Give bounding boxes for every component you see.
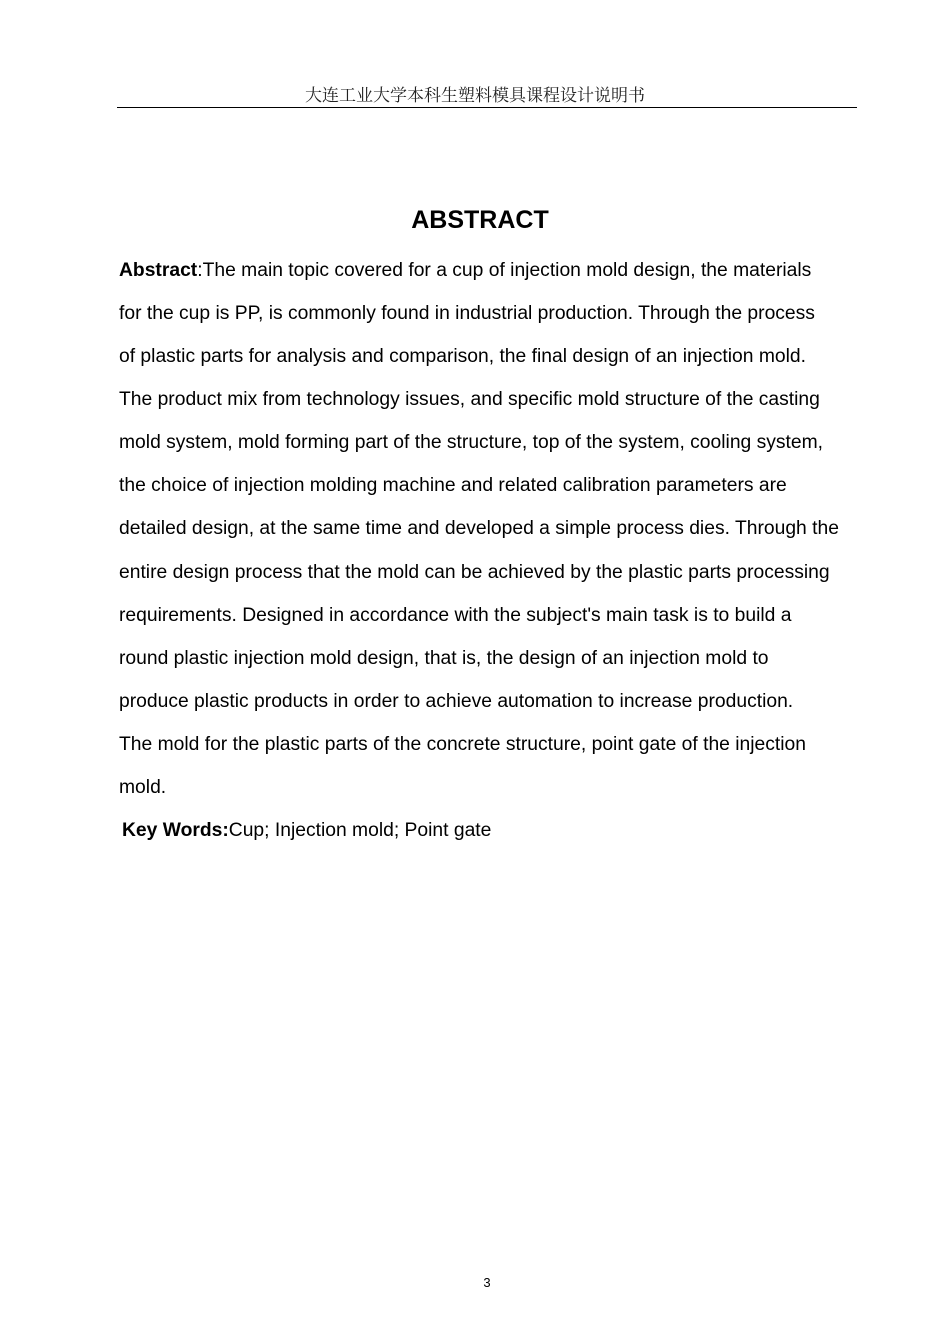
abstract-line: [119, 260, 811, 282]
header-divider: [117, 107, 857, 108]
abstract-line: produce plastic products in order to achieve automation to increase production.: [119, 691, 794, 712]
keywords-line: [122, 820, 491, 842]
abstract-line: The product mix from technology issues, and specific mold structure of the casting: [119, 389, 820, 410]
abstract-text: :The main topic covered for a cup of injection mold design, the materials: [197, 260, 812, 281]
abstract-line: mold system, mold forming part of the structure, top of the system, cooling system,: [119, 432, 824, 453]
abstract-line: requirements. Designed in accordance with the subject's main task is to build a: [119, 605, 792, 626]
abstract-line: The mold for the plastic parts of the concrete structure, point gate of the injection: [119, 734, 806, 755]
abstract-line: round plastic injection mold design, that is, the design of an injection mold to: [119, 648, 769, 669]
page-number: 3: [483, 1275, 491, 1290]
page-title: ABSTRACT: [411, 206, 549, 234]
running-header: 大连工业大学本科生塑料模具课程设计说明书: [305, 86, 645, 106]
abstract-label: Abstract: [119, 260, 198, 281]
abstract-line: the choice of injection molding machine and related calibration parameters are: [119, 475, 787, 496]
keywords-text: Cup; Injection mold; Point gate: [228, 820, 492, 841]
abstract-line: detailed design, at the same time and developed a simple process dies. Through the: [119, 518, 839, 539]
keywords-label: Key Words:: [122, 820, 229, 841]
abstract-line: entire design process that the mold can be achieved by the plastic parts processing: [119, 562, 830, 583]
abstract-line: mold.: [119, 777, 167, 798]
abstract-line: for the cup is PP, is commonly found in industrial production. Through the process: [119, 303, 815, 324]
abstract-line: of plastic parts for analysis and comparison, the final design of an injection mold.: [119, 346, 806, 367]
